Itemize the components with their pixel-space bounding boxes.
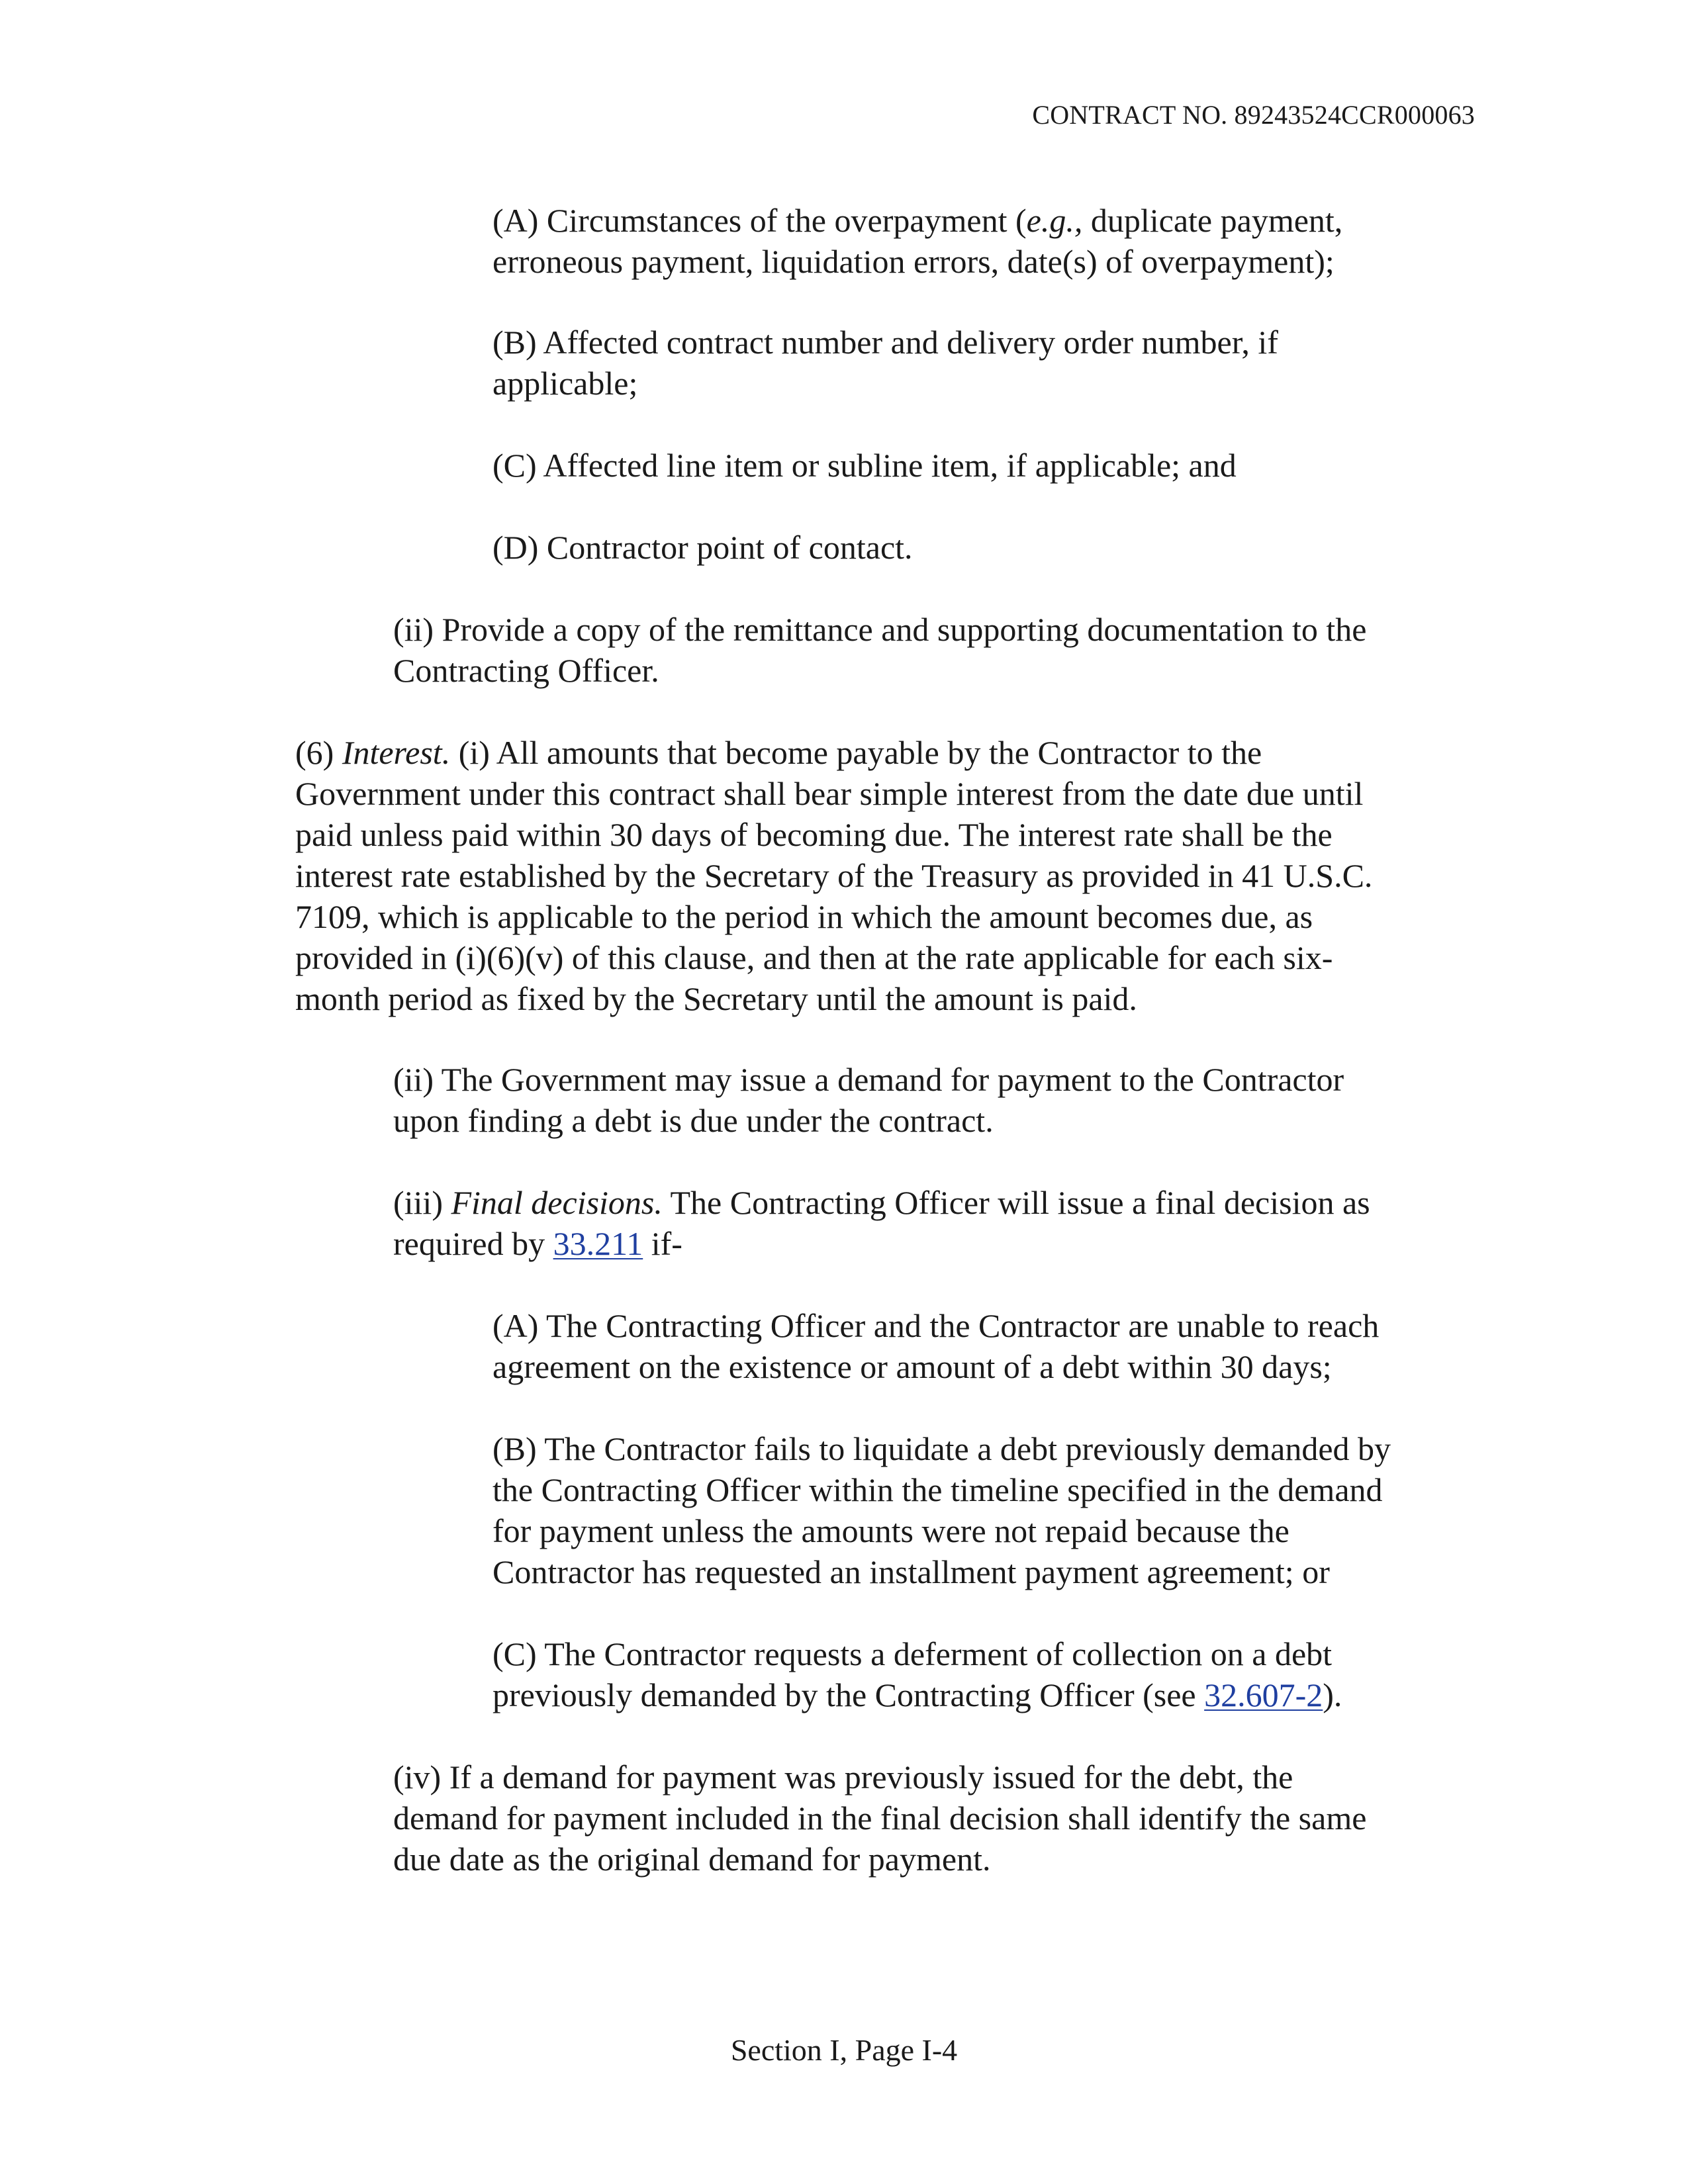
- emphasis: Interest.: [342, 734, 451, 771]
- text-line: applicable;: [492, 365, 638, 402]
- text-line: (C) The Contractor requests a deferment of collection on a debt: [492, 1635, 1333, 1672]
- text-line: (A) Circumstances of the overpayment (e.g., duplicate payment,: [492, 202, 1343, 239]
- text-line: paid unless paid within 30 days of becoming due. The interest rate shall be the: [295, 816, 1333, 853]
- text-line: Contracting Officer.: [393, 652, 659, 689]
- text-line: (B) Affected contract number and delivery order number, if: [492, 324, 1278, 361]
- text-line: (D) Contractor point of contact.: [492, 529, 913, 566]
- text-line: (ii) Provide a copy of the remittance and supporting documentation to the: [393, 611, 1367, 648]
- paragraph-6-interest: [295, 732, 1372, 1019]
- text-line: provided in (i)(6)(v) of this clause, and then at the rate applicable for each six-: [295, 939, 1333, 976]
- text-line: (6) Interest. (i) All amounts that become payable by the Contractor to the: [295, 734, 1262, 771]
- paragraph-ii-demand-for-payment: [393, 1059, 1344, 1141]
- text-line: (B) The Contractor fails to liquidate a debt previously demanded by: [492, 1430, 1391, 1467]
- text-line: upon finding a debt is due under the contract.: [393, 1102, 994, 1139]
- paragraph-a-unable-to-reach-agreement: [492, 1305, 1379, 1387]
- text-line: the Contracting Officer within the timeline specified in the demand: [492, 1471, 1383, 1508]
- text-line: Contractor has requested an installment payment agreement; or: [492, 1553, 1330, 1590]
- text-line: for payment unless the amounts were not repaid because the: [492, 1512, 1289, 1549]
- text-line: Government under this contract shall bear simple interest from the date due until: [295, 775, 1364, 812]
- far-33-211-link[interactable]: 33.211: [553, 1225, 643, 1262]
- text-line: month period as fixed by the Secretary until the amount is paid.: [295, 980, 1137, 1017]
- text-line: interest rate established by the Secretary of the Treasury as provided in 41 U.S.C.: [295, 857, 1373, 894]
- text-line: (ii) The Government may issue a demand for payment to the Contractor: [393, 1061, 1344, 1098]
- page-footer: Section I, Page I-4: [730, 2033, 958, 2067]
- text-line: previously demanded by the Contracting Officer (see 32.607-2).: [492, 1676, 1342, 1713]
- paragraph-c-deferment: [492, 1633, 1342, 1715]
- emphasis: e.g.,: [1026, 202, 1083, 239]
- text-line: demand for payment included in the final decision shall identify the same: [393, 1799, 1367, 1837]
- paragraph-ii-provide-copy: [393, 609, 1366, 691]
- paragraph-b-affected-contract: [492, 322, 1278, 404]
- far-32-607-2-link[interactable]: 32.607-2: [1204, 1676, 1323, 1713]
- text-line: (A) The Contracting Officer and the Contractor are unable to reach: [492, 1307, 1380, 1344]
- paragraph-c-affected-line-item: [492, 445, 1237, 486]
- text-line: (iv) If a demand for payment was previously issued for the debt, the: [393, 1758, 1293, 1796]
- contract-number-header: CONTRACT NO. 89243524CCR000063: [1032, 100, 1475, 130]
- text-line: agreement on the existence or amount of a debt within 30 days;: [492, 1348, 1332, 1385]
- paragraph-a-circumstances: [492, 200, 1342, 282]
- text-line: required by 33.211 if-: [393, 1225, 682, 1262]
- text-line: (iii) Final decisions. The Contracting Officer will issue a final decision as: [393, 1184, 1370, 1221]
- paragraph-d-point-of-contact: [492, 527, 913, 568]
- text-line: (C) Affected line item or subline item, if applicable; and: [492, 447, 1237, 484]
- text-line: due date as the original demand for payment.: [393, 1841, 991, 1878]
- paragraph-iv-previously-issued: [393, 1756, 1366, 1880]
- paragraph-iii-final-decisions: [393, 1182, 1370, 1264]
- text-line: 7109, which is applicable to the period in which the amount becomes due, as: [295, 898, 1313, 935]
- paragraph-b-fails-to-liquidate: [492, 1428, 1391, 1592]
- emphasis: Final decisions.: [451, 1184, 663, 1221]
- text-line: erroneous payment, liquidation errors, date(s) of overpayment);: [492, 243, 1335, 280]
